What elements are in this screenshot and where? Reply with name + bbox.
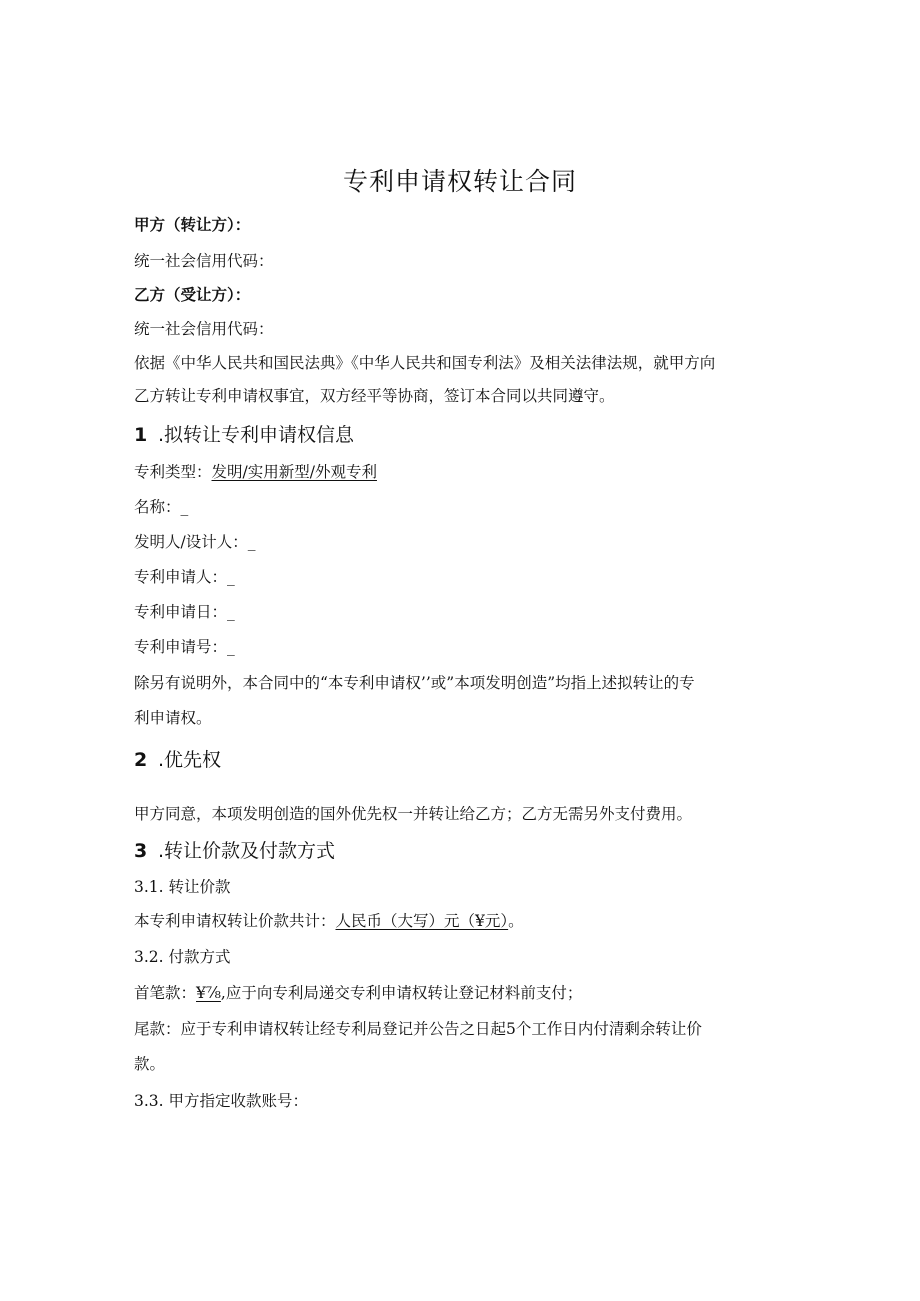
party-a-label: 甲方（转让方）： (134, 216, 251, 234)
intro-line-1: 依据《中华人民共和国民法典》《中华人民共和国专利法》及相关法律法规，就甲方向 (134, 354, 716, 372)
subsection-3-3: 3.3. 甲方指定收款账号： (134, 1092, 309, 1110)
transfer-price-period: 。 (508, 912, 524, 930)
patent-name-field: 名称：_ (134, 498, 189, 516)
definition-note-line-2: 利申请权。 (134, 709, 212, 727)
party-a-credit-code: 统一社会信用代码： (134, 252, 274, 270)
transfer-price-value: 人民币（大写）元（¥元） (335, 912, 509, 930)
section-1-number: 1 (134, 424, 148, 446)
final-payment-line-2: 款。 (134, 1055, 166, 1073)
party-b-credit-code: 统一社会信用代码： (134, 320, 274, 338)
transfer-price-label: 本专利申请权转让价款共计： (134, 912, 336, 930)
priority-clause: 甲方同意，本项发明创造的国外优先权一并转让给乙方；乙方无需另外支付费用。 (134, 805, 693, 823)
intro-line-2: 乙方转让专利申请权事宜，双方经平等协商，签订本合同以共同遵守。 (134, 387, 615, 405)
definition-note-line-1: 除另有说明外，本合同中的“本专利申请权’’或”本项发明创造”均指上述拟转让的专 (134, 674, 695, 692)
patent-type-line (134, 461, 377, 483)
application-number-field: 专利申请号：_ (134, 638, 235, 656)
subsection-3-1: 3.1. 转让价款 (134, 878, 231, 896)
first-payment-value: ¥⅞ (196, 984, 221, 1002)
section-1-heading (134, 422, 354, 448)
first-payment-terms: ,应于向专利局递交专利申请权转让登记材料前支付； (220, 984, 583, 1002)
section-2-title: .优先权 (158, 749, 222, 771)
final-payment-line-1: 尾款：应于专利申请权转让经专利局登记并公告之日起5个工作日内付清剩余转让价 (134, 1020, 702, 1038)
inventor-field: 发明人/设计人：_ (134, 533, 256, 551)
party-b-label: 乙方（受让方）： (134, 286, 251, 304)
document-title: 专利申请权转让合同 (342, 167, 577, 196)
section-2-number: 2 (134, 749, 148, 771)
subsection-3-2: 3.2. 付款方式 (134, 948, 231, 966)
section-2-heading (134, 747, 221, 773)
first-payment-label: 首笔款： (134, 984, 197, 1002)
patent-type-value: 发明/实用新型/外观专利 (211, 463, 377, 481)
section-3-heading (134, 838, 335, 864)
section-3-number: 3 (134, 840, 148, 862)
section-3-title: .转让价款及付款方式 (158, 840, 336, 862)
first-payment-line (134, 982, 582, 1004)
patent-type-label: 专利类型： (134, 463, 212, 481)
transfer-price-line (134, 910, 524, 932)
section-1-title: .拟转让专利申请权信息 (158, 424, 355, 446)
applicant-field: 专利申请人：_ (134, 568, 235, 586)
application-date-field: 专利申请日：_ (134, 603, 235, 621)
